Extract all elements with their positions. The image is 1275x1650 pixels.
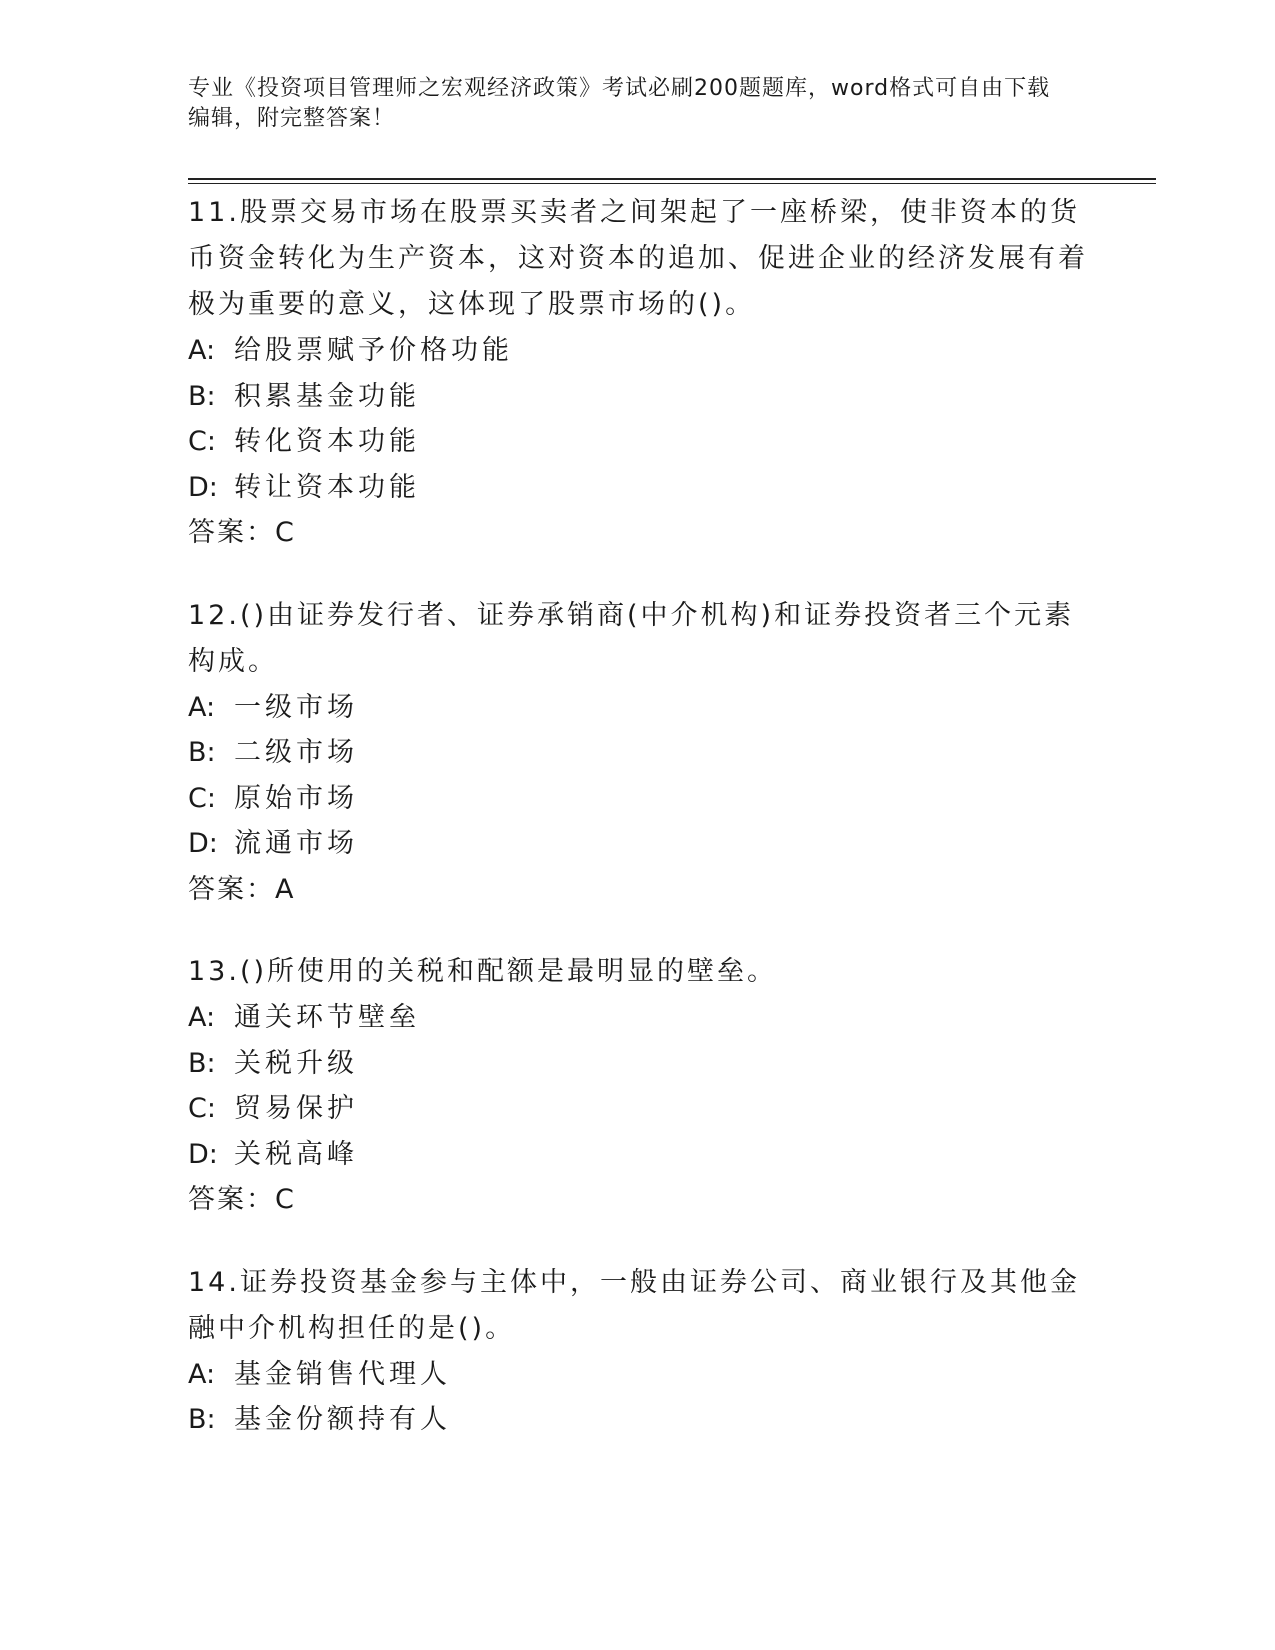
answer-line <box>188 867 1088 913</box>
option-letter: B: <box>188 737 216 768</box>
option-letter: A: <box>188 691 216 723</box>
answer-value: C <box>275 517 294 548</box>
question-stem: 14.证券投资基金参与主体中，一般由证券公司、商业银行及其他金融中介机构担任的是()。 <box>188 1266 1080 1344</box>
question-13 <box>188 949 1088 1223</box>
option-c <box>188 1086 1088 1132</box>
option-d <box>188 821 1088 867</box>
option-text: 基金份额持有人 <box>234 1404 451 1435</box>
header-divider-thick <box>188 178 1156 180</box>
question-11 <box>188 190 1088 556</box>
option-text: 通关环节壁垒 <box>234 1002 420 1033</box>
option-text: 贸易保护 <box>234 1093 358 1124</box>
option-a <box>188 685 1088 731</box>
option-d <box>188 465 1088 511</box>
option-d <box>188 1132 1088 1178</box>
option-text: 流通市场 <box>234 828 358 859</box>
option-text: 转化资本功能 <box>234 426 420 457</box>
question-12 <box>188 593 1088 913</box>
document-header: 专业《投资项目管理师之宏观经济政策》考试必刷200题题库，word格式可自由下载编辑，附完整答案！ <box>188 76 1051 131</box>
option-a <box>188 995 1088 1041</box>
answer-line <box>188 1177 1088 1223</box>
option-b <box>188 374 1088 420</box>
option-text: 关税高峰 <box>234 1138 358 1170</box>
option-c <box>188 776 1088 822</box>
option-text: 二级市场 <box>234 737 358 768</box>
option-text: 基金销售代理人 <box>234 1358 451 1390</box>
question-14 <box>188 1260 1088 1443</box>
option-letter: C: <box>188 426 216 457</box>
answer-label: 答案： <box>188 517 275 548</box>
question-stem: 13.()所使用的关税和配额是最明显的壁垒。 <box>188 956 778 987</box>
option-letter: C: <box>188 782 216 814</box>
option-text: 原始市场 <box>234 782 358 814</box>
question-stem: 12.()由证券发行者、证券承销商(中介机构)和证券投资者三个元素构成。 <box>188 599 1075 677</box>
option-letter: A: <box>188 1002 216 1033</box>
option-letter: B: <box>188 1404 216 1435</box>
option-letter: C: <box>188 1093 216 1124</box>
question-list <box>188 190 1088 1480</box>
option-text: 积累基金功能 <box>234 380 420 412</box>
option-a <box>188 328 1088 374</box>
option-b <box>188 1397 1088 1443</box>
option-letter: B: <box>188 1047 216 1079</box>
option-letter: A: <box>188 1358 216 1390</box>
answer-label: 答案： <box>188 873 275 905</box>
answer-value: A <box>275 873 294 905</box>
option-letter: D: <box>188 471 218 503</box>
option-letter: D: <box>188 1138 218 1170</box>
option-b <box>188 1041 1088 1087</box>
answer-label: 答案： <box>188 1184 275 1215</box>
option-b <box>188 730 1088 776</box>
answer-value: C <box>275 1184 294 1215</box>
header-divider-thin <box>188 183 1156 184</box>
option-letter: A: <box>188 335 216 366</box>
option-text: 转让资本功能 <box>234 471 420 503</box>
option-c <box>188 419 1088 465</box>
option-letter: B: <box>188 380 216 412</box>
option-letter: D: <box>188 828 218 859</box>
option-a <box>188 1352 1088 1398</box>
question-stem: 11.股票交易市场在股票买卖者之间架起了一座桥梁，使非资本的货币资金转化为生产资本，这对资本的追加、促进企业的经济发展有着极为重要的意义，这体现了股票市场的()。 <box>188 197 1088 320</box>
option-text: 给股票赋予价格功能 <box>234 335 513 366</box>
option-text: 关税升级 <box>234 1047 358 1079</box>
answer-line <box>188 510 1088 556</box>
option-text: 一级市场 <box>234 691 358 723</box>
